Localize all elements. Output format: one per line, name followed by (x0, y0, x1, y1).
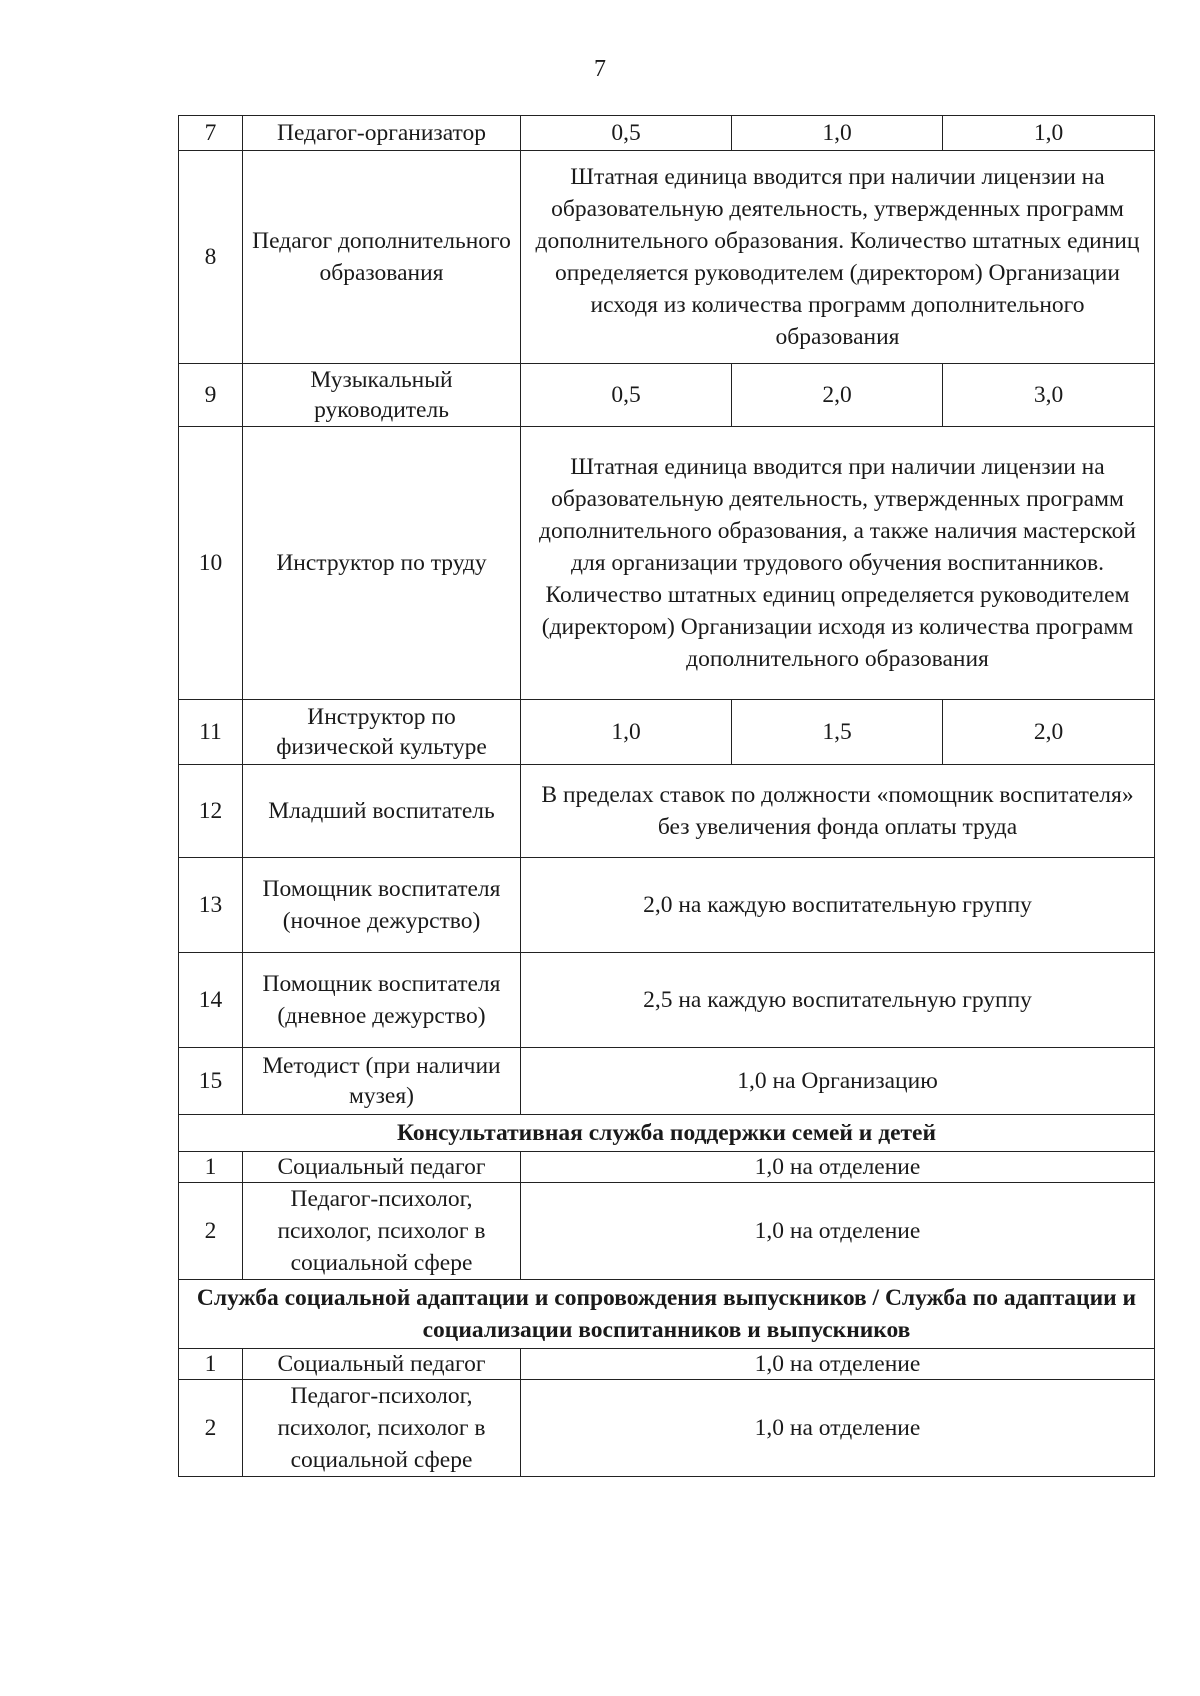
position-title: Педагог дополнительного образования (243, 151, 521, 364)
position-title: Социальный педагог (243, 1349, 521, 1380)
position-title: Инструктор по труду (243, 427, 521, 700)
position-title: Социальный педагог (243, 1152, 521, 1183)
section-header-row (179, 1115, 1155, 1152)
rate-note: Штатная единица вводится при наличии лицензии на образовательную деятельность, утвержденных программ дополнительного образования. Количество штатных единиц определяется руководителем (директором) Организации исходя из количества программ дополнительного образования (521, 151, 1155, 364)
table-row (179, 116, 1155, 151)
section-title: Консультативная служба поддержки семей и детей (179, 1115, 1155, 1152)
rate-value: 2,0 (943, 700, 1155, 765)
table-row (179, 1380, 1155, 1477)
table-row (179, 364, 1155, 427)
table-row (179, 151, 1155, 364)
table-row (179, 1152, 1155, 1183)
position-title: Педагог-организатор (243, 116, 521, 151)
position-title: Методист (при наличии музея) (243, 1048, 521, 1115)
row-number: 1 (179, 1152, 243, 1183)
rate-value: 1,5 (732, 700, 943, 765)
rate-note: 1,0 на отделение (521, 1349, 1155, 1380)
table-row (179, 1183, 1155, 1280)
table-row (179, 858, 1155, 953)
rate-value: 0,5 (521, 364, 732, 427)
row-number: 15 (179, 1048, 243, 1115)
row-number: 2 (179, 1380, 243, 1477)
row-number: 14 (179, 953, 243, 1048)
row-number: 10 (179, 427, 243, 700)
table-row (179, 765, 1155, 858)
row-number: 13 (179, 858, 243, 953)
rate-note: В пределах ставок по должности «помощник воспитателя» без увеличения фонда оплаты труда (521, 765, 1155, 858)
table-row (179, 1048, 1155, 1115)
rate-note: 1,0 на отделение (521, 1152, 1155, 1183)
staffing-table (178, 115, 1155, 1477)
position-title: Помощник воспитателя (ночное дежурство) (243, 858, 521, 953)
rate-note: 2,5 на каждую воспитательную группу (521, 953, 1155, 1048)
row-number: 1 (179, 1349, 243, 1380)
position-title: Педагог-психолог, психолог, психолог в социальной сфере (243, 1183, 521, 1280)
rate-value: 1,0 (732, 116, 943, 151)
rate-value: 3,0 (943, 364, 1155, 427)
position-title: Инструктор по физической культуре (243, 700, 521, 765)
row-number: 11 (179, 700, 243, 765)
rate-note: 1,0 на отделение (521, 1380, 1155, 1477)
rate-value: 0,5 (521, 116, 732, 151)
page-number: 7 (594, 56, 606, 82)
position-title: Музыкальный руководитель (243, 364, 521, 427)
table-row (179, 953, 1155, 1048)
position-title: Помощник воспитателя (дневное дежурство) (243, 953, 521, 1048)
row-number: 12 (179, 765, 243, 858)
position-title: Педагог-психолог, психолог, психолог в социальной сфере (243, 1380, 521, 1477)
section-title: Служба социальной адаптации и сопровождения выпускников / Служба по адаптации и социализации воспитанников и выпускников (179, 1280, 1155, 1349)
rate-note: 1,0 на отделение (521, 1183, 1155, 1280)
rate-note: Штатная единица вводится при наличии лицензии на образовательную деятельность, утвержденных программ дополнительного образования, а также наличия мастерской для организации трудового обучения воспитанников. Количество штатных единиц определяется руководителем (директором) Организации исходя из количества программ дополнительного образования (521, 427, 1155, 700)
row-number: 8 (179, 151, 243, 364)
table-row (179, 427, 1155, 700)
row-number: 9 (179, 364, 243, 427)
rate-value: 1,0 (943, 116, 1155, 151)
row-number: 7 (179, 116, 243, 151)
table-row (179, 1349, 1155, 1380)
row-number: 2 (179, 1183, 243, 1280)
rate-note: 1,0 на Организацию (521, 1048, 1155, 1115)
rate-note: 2,0 на каждую воспитательную группу (521, 858, 1155, 953)
position-title: Младший воспитатель (243, 765, 521, 858)
rate-value: 2,0 (732, 364, 943, 427)
table-row (179, 700, 1155, 765)
section-header-row (179, 1280, 1155, 1349)
rate-value: 1,0 (521, 700, 732, 765)
